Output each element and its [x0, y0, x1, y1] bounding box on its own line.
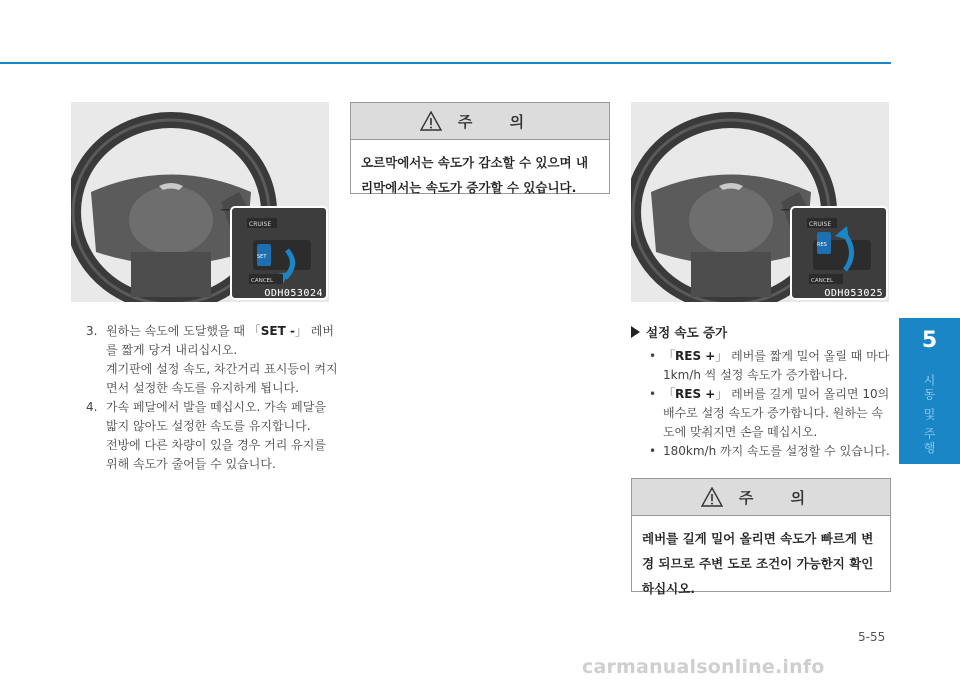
lever-label: RES + [675, 387, 716, 401]
caution-text: 오르막에서는 속도가 감소할 수 있으며 내리막에서는 속도가 증가할 수 있습니다. [361, 155, 589, 195]
figure-code: ODH053024 [264, 288, 323, 299]
warning-triangle-icon [701, 487, 723, 507]
bullet-item [649, 442, 893, 461]
svg-text:CRUISE: CRUISE [249, 221, 272, 228]
bullet-dot: • [649, 349, 657, 363]
caution-header [632, 479, 890, 516]
svg-text:CRUISE: CRUISE [809, 221, 832, 228]
top-rule [0, 62, 891, 64]
step-text [106, 322, 338, 360]
steering-wheel-illustration [71, 102, 329, 302]
steering-wheel-figure-res [631, 102, 889, 302]
caution-header [351, 103, 609, 140]
svg-text:CANCEL: CANCEL [811, 278, 834, 284]
svg-text:CANCEL: CANCEL [251, 278, 274, 284]
bullet-dot: • [649, 387, 657, 401]
page-number: 5-55 [858, 630, 886, 644]
caution-text: 레버를 길게 밀어 올리면 속도가 빠르게 변경 되므로 주변 도로 조건이 가능한지 확인하십시오. [642, 531, 874, 596]
watermark: carmanualsonline.info [582, 656, 825, 678]
triangle-bullet-icon [631, 326, 640, 338]
caution-box [631, 478, 891, 596]
steering-wheel-illustration [631, 102, 889, 302]
step-number: 4. [86, 400, 98, 414]
bullet-text-post: 」 레버를 짧게 밀어 올릴 때 마다 1km/h 씩 설정 속도가 증가합니다. [663, 349, 890, 382]
step-text: 가속 페달에서 발을 떼십시오. 가속 페달을 밟지 않아도 설정한 속도를 유지합니다. [106, 400, 326, 433]
warning-triangle-icon [420, 111, 442, 131]
step-extra-text: 계기판에 설정 속도, 차간거리 표시등이 켜지면서 설정한 속도를 유지하게 됩니다. [106, 362, 338, 395]
bullet-text-pre: 「 [663, 387, 676, 401]
step-text-post: 」 레버를 짧게 당겨 내리십시오. [106, 324, 334, 357]
caution-box [350, 102, 610, 194]
bullet-dot: • [649, 444, 657, 458]
chapter-label: 시동 및 주행 [922, 374, 936, 456]
section-title: 설정 속도 증가 [646, 325, 728, 340]
section-heading [631, 323, 893, 341]
bullet-text-post: 」 레버를 길게 밀어 올리면 10의 배수로 설정 속도가 증가합니다. 원하는 속도에 맞춰지면 손을 떼십시오. [663, 387, 890, 439]
svg-text:RES: RES [817, 242, 827, 248]
figure-code: ODH053025 [824, 288, 883, 299]
steering-wheel-figure-set [71, 102, 329, 302]
chapter-number: 5 [921, 328, 938, 353]
step-text-pre: 원하는 속도에 도달했을 때 「 [106, 324, 261, 338]
step-number: 3. [86, 324, 98, 338]
steps-list [86, 322, 338, 474]
set-speed-increase-section [631, 323, 893, 461]
bullet-text: 180km/h 까지 속도를 설정할 수 있습니다. [663, 444, 890, 458]
bullet-item [649, 385, 893, 442]
bullet-text [663, 385, 893, 442]
step-item [86, 398, 338, 474]
step-extra-text: 전방에 다른 차량이 있을 경우 거리 유지를 위해 속도가 줄어들 수 있습니다. [106, 438, 326, 471]
bullet-text-pre: 「 [663, 349, 676, 363]
lever-label: SET - [260, 324, 295, 338]
step-item [86, 322, 338, 398]
chapter-tab[interactable] [899, 318, 960, 464]
bullet-text [663, 347, 893, 385]
caution-title: 주 의 [738, 488, 822, 507]
svg-text:SET: SET [257, 254, 267, 260]
lever-label: RES + [675, 349, 716, 363]
bullet-item [649, 347, 893, 385]
caution-title: 주 의 [457, 112, 541, 131]
